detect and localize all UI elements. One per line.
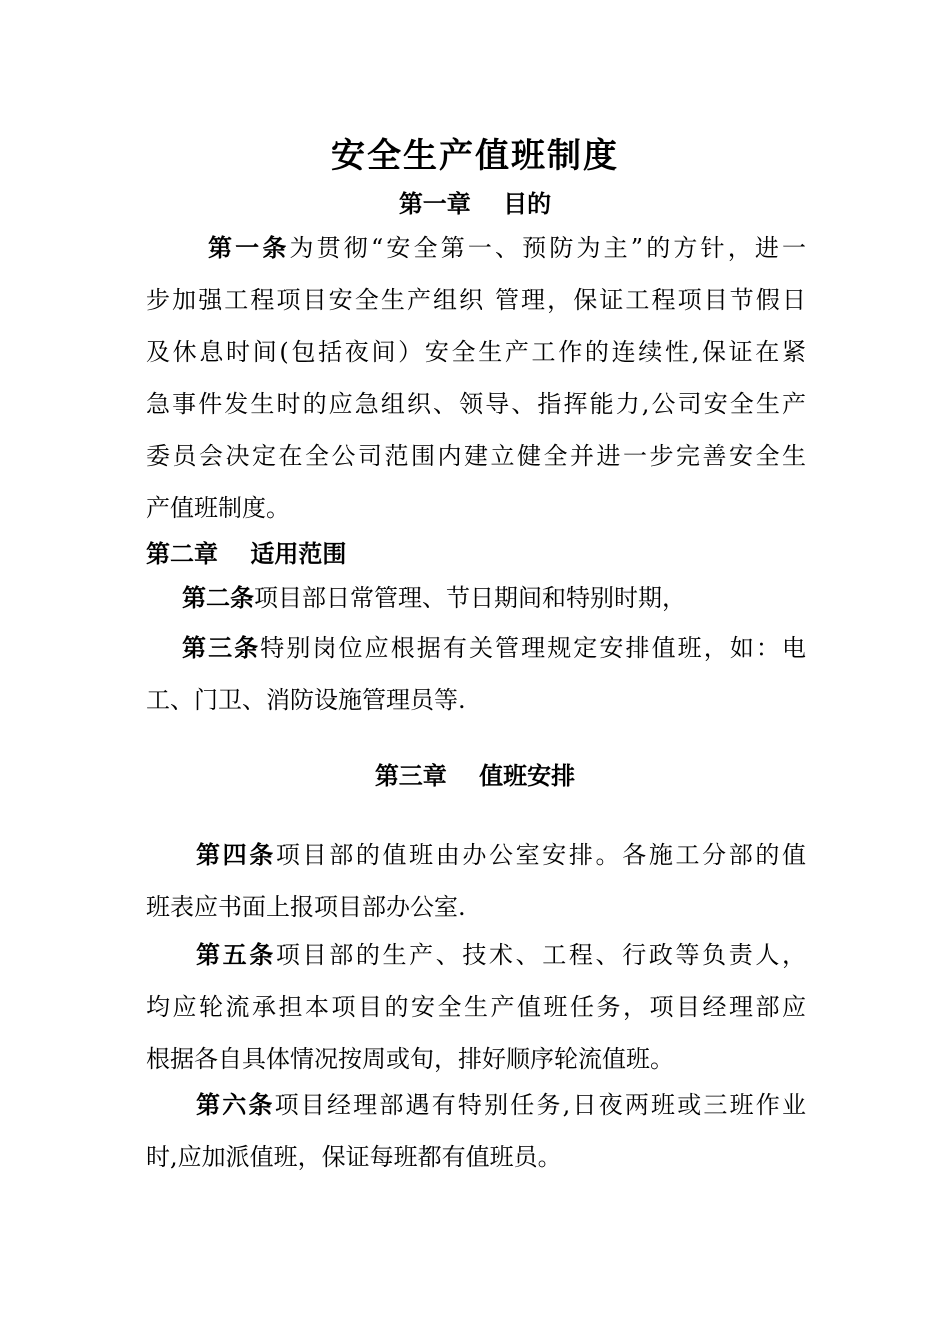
article-2-label: 第二条: [182, 583, 254, 612]
article-4: [146, 829, 806, 933]
article-5-line-1: 第五条项目部的生产、技术、工程、行政等负责人，: [196, 940, 807, 969]
article-1-line-3: 及休息时间(包括夜间）安全生产工作的连续性,保证在紧: [146, 338, 806, 366]
article-5-line-2: 均应轮流承担本项目的安全生产值班任务，项目经理部应: [146, 993, 806, 1021]
article-4-line-2: 班表应书面上报项目部办公室.: [146, 893, 466, 921]
article-1-label: 第一条: [208, 233, 290, 262]
article-1: [146, 222, 806, 534]
article-3-label: 第三条: [182, 633, 261, 662]
article-5-label: 第五条: [196, 940, 276, 969]
article-5-line-3: 根据各自具体情况按周或旬，排好顺序轮流值班。: [146, 1045, 674, 1073]
article-4-label: 第四条: [196, 840, 276, 869]
article-6-label: 第六条: [196, 1090, 275, 1119]
article-6: [146, 1079, 806, 1183]
article-1-line-5: 委员会决定在全公司范围内建立健全并进一步完善安全生: [146, 442, 806, 470]
chapter-3-heading: 第三章 值班安排: [374, 761, 576, 790]
article-5: [146, 929, 806, 1085]
article-2-line-1: 第二条项目部日常管理、节日期间和特别时期，: [182, 583, 686, 612]
article-3-line-1: 第三条特别岗位应根据有关管理规定安排值班，如：电: [182, 633, 807, 662]
article-1-line-6: 产值班制度。: [146, 494, 290, 522]
article-6-line-1: 第六条项目经理部遇有特别任务,日夜两班或三班作业: [196, 1090, 806, 1119]
article-1-line-4: 急事件发生时的应急组织、领导、指挥能力,公司安全生产: [146, 390, 806, 418]
article-1-line-2: 步加强工程项目安全生产组织 管理，保证工程项目节假日: [146, 286, 806, 314]
article-3: [146, 622, 806, 726]
article-3-line-2: 工、门卫、消防设施管理员等.: [146, 686, 466, 714]
article-1-line-1: 第一条为贯彻“安全第一、预防为主”的方针，进一: [208, 233, 807, 262]
chapter-1-heading: 第一章 目的: [398, 189, 552, 218]
document-title: 安全生产值班制度: [331, 136, 619, 176]
article-4-line-1: 第四条项目部的值班由办公室安排。各施工分部的值: [196, 840, 807, 869]
article-6-line-2: 时,应加派值班，保证每班都有值班员。: [146, 1143, 562, 1171]
article-2: [146, 572, 806, 624]
chapter-2-heading: 第二章 适用范围: [146, 539, 347, 568]
